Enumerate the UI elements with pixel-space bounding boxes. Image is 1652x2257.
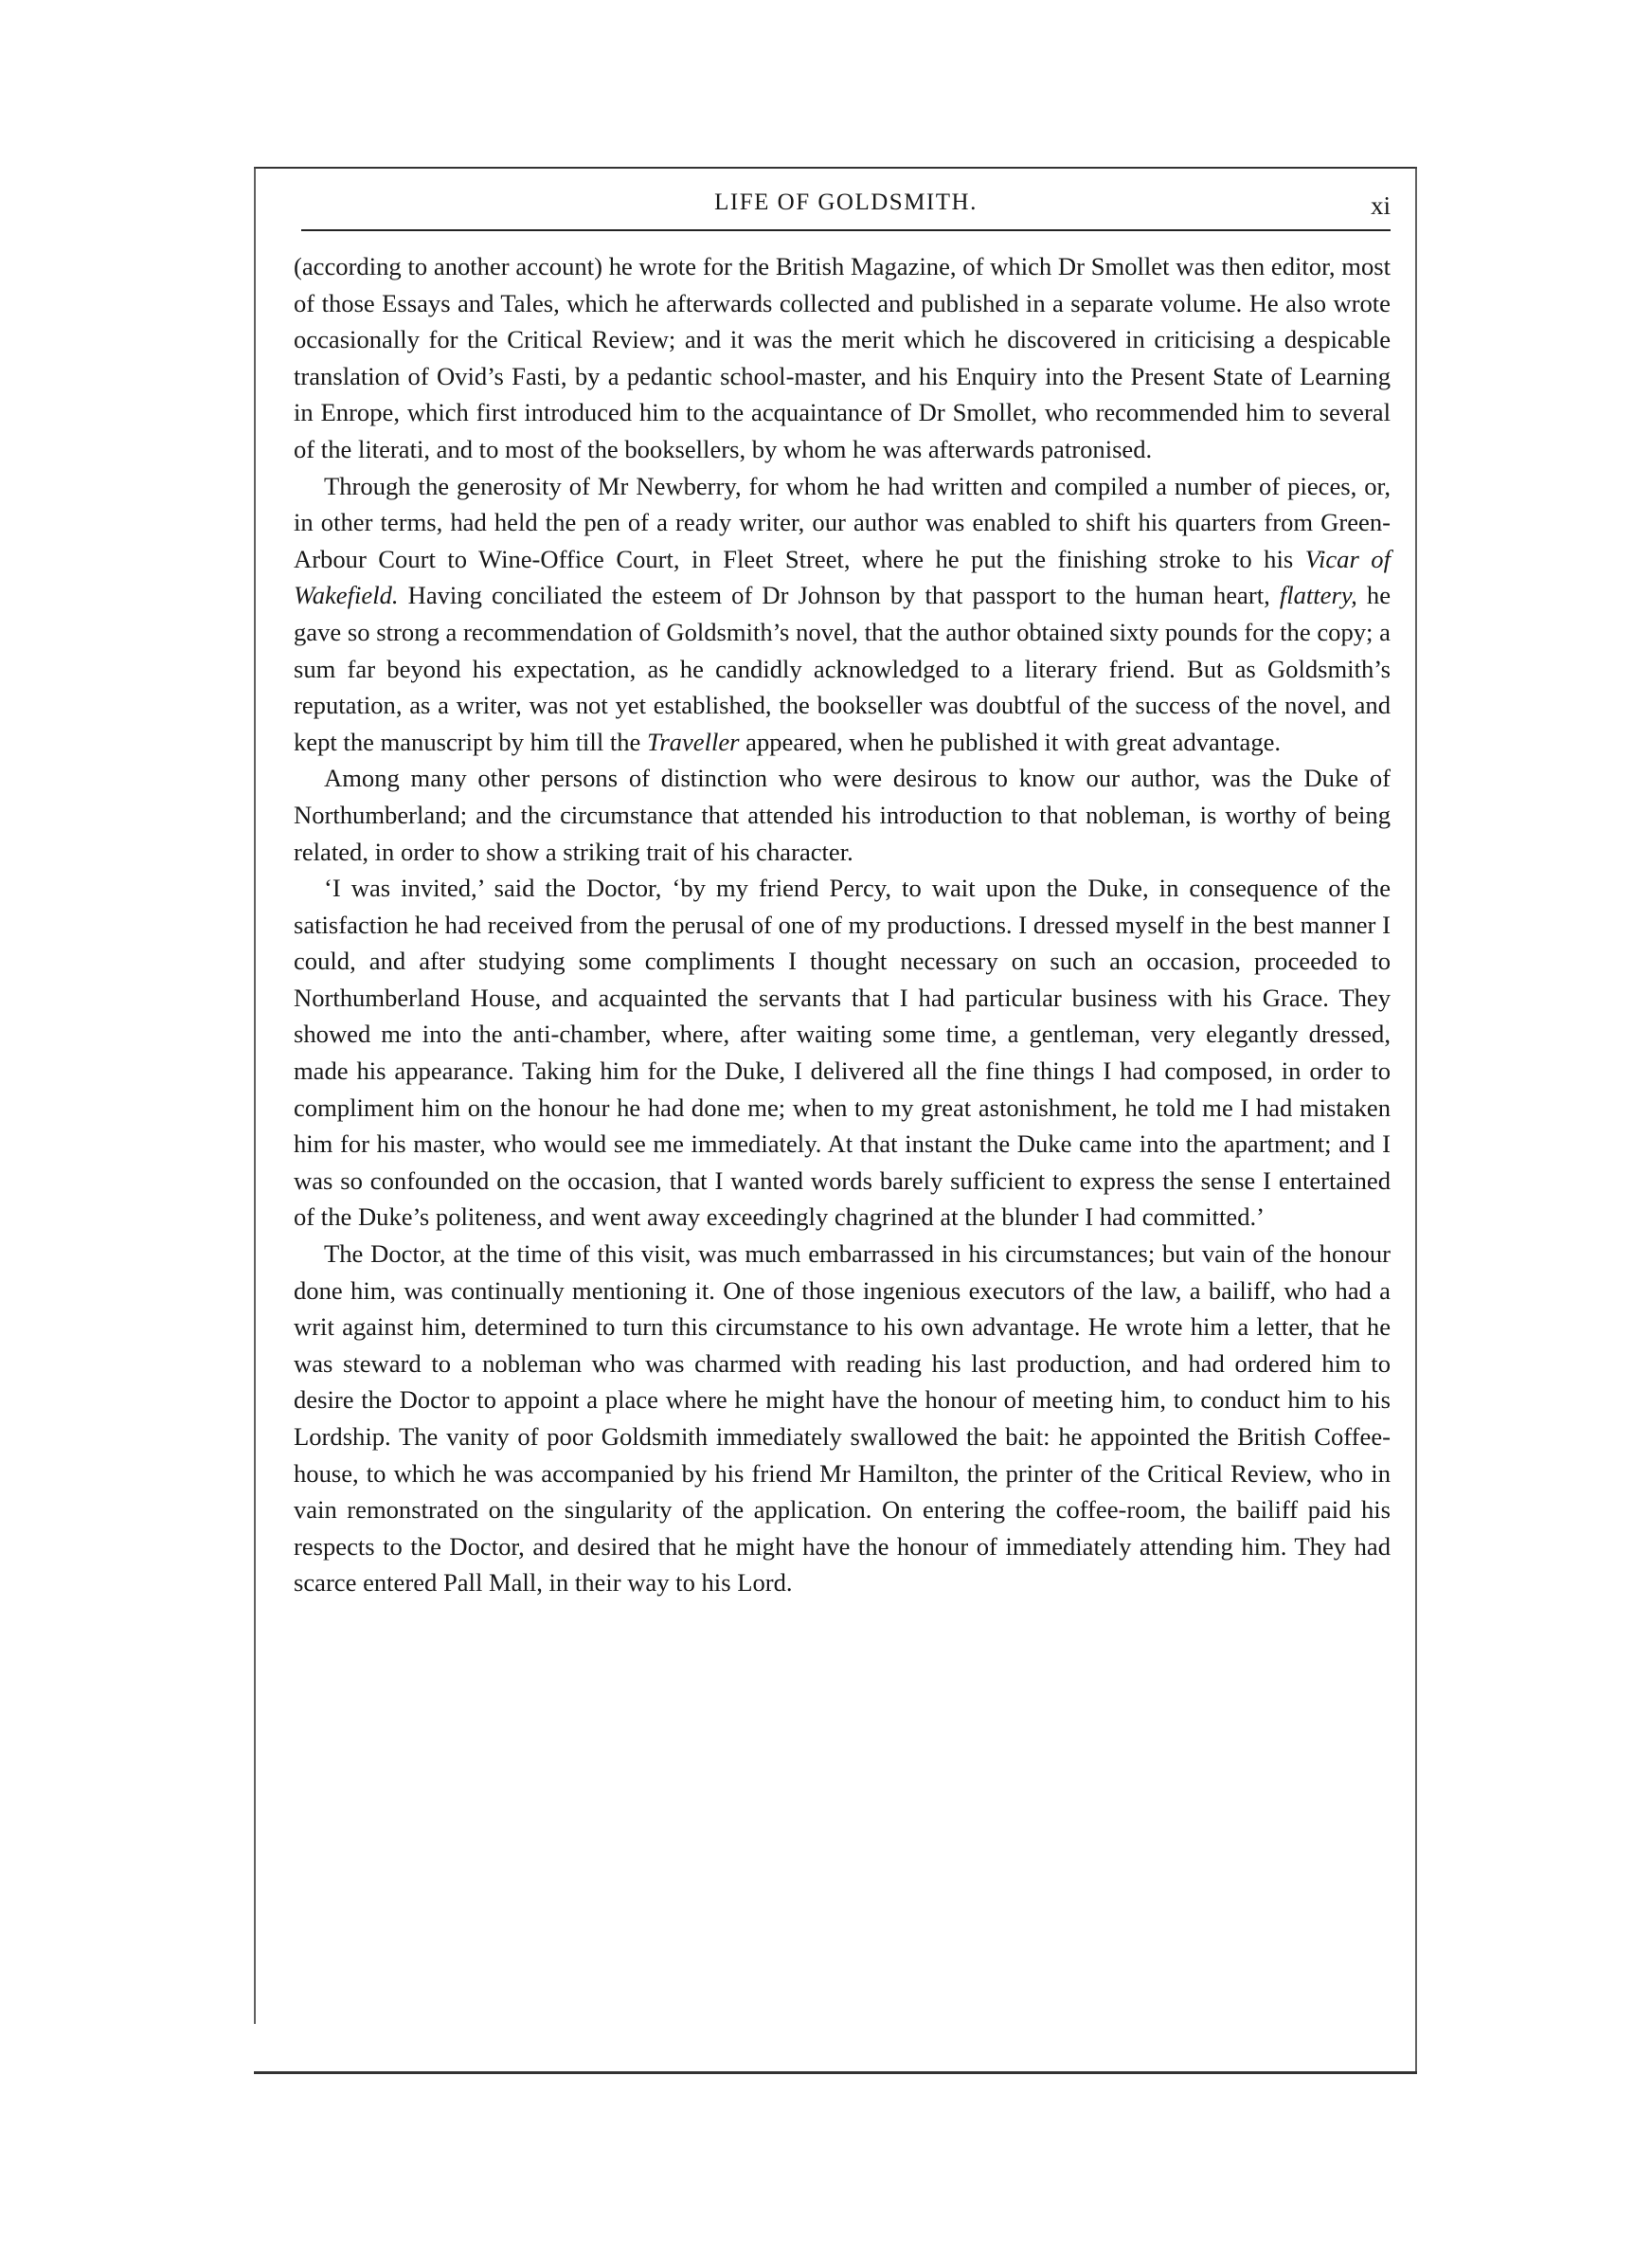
paragraph	[294, 248, 1391, 468]
paragraph	[294, 468, 1391, 761]
text-run: (according to another account) he wrote for the British Magazine, of which Dr Smollet was then editor, most of those Essays and Tales, which he afterwards collected and published in a separate volume. He also wrote occasionally for the Critical Review; and it was the merit which he discovered in criticising a despicable translation of Ovid’s Fasti, by a pedantic school-master, and his Enquiry into the Present State of Learning in Enrope, which first introduced him to the acquaintance of Dr Smollet, who recommended him to several of the literati, and to most of the booksellers, by whom he was afterwards patronised.	[294, 252, 1391, 463]
italic-title: Vicar of Wakefield.	[294, 544, 1391, 610]
header-rule	[301, 229, 1391, 231]
running-head: LIFE OF GOLDSMITH.	[714, 190, 978, 215]
paragraph	[294, 760, 1391, 870]
text-run: Among many other persons of distinction who were desirous to know our author, was the Duke of Northumberland; and the circumstance that attended his introduction to that nobleman, is worthy of being related, in order to show a striking trait of his character.	[294, 764, 1391, 866]
text-run: Having conciliated the esteem of Dr Johnson by that passport to the human heart,	[398, 581, 1280, 610]
italic-title: flattery,	[1279, 581, 1357, 610]
paragraph	[294, 870, 1391, 1236]
frame-bottom-rule	[254, 2071, 1417, 2074]
frame-right-rule	[1415, 167, 1417, 2071]
page-header	[301, 190, 1391, 227]
page-number: xi	[1370, 191, 1391, 220]
italic-title: Traveller	[647, 727, 740, 756]
text-run: ‘I was invited,’ said the Doctor, ‘by my friend Percy, to wait upon the Duke, in consequence of the satisfaction he had received from the perusal of one of my productions. I dressed myself in the best manner I could, and after studying some compliments I thought necessary on such an occasion, proceeded to Northumberland House, and acquainted the servants that I had particular business with his Grace. They showed me into the anti-chamber, where, after waiting some time, a gentleman, very elegantly dressed, made his appearance. Taking him for the Duke, I delivered all the fine things I had composed, in order to compliment him on the honour he had done me; when to my great astonishment, he told me I had mistaken him for his master, who would see me immediately. At that instant the Duke came into the apartment; and I was so confounded on the occasion, that I wanted words barely sufficient to express the sense I entertained of the Duke’s politeness, and went away exceedingly chagrined at the blunder I had committed.’	[294, 874, 1391, 1232]
text-run: appeared, when he published it with great advantage.	[739, 727, 1282, 756]
frame-top-rule	[254, 167, 1417, 169]
text-run: he gave so strong a recommendation of Goldsmith’s novel, that the author obtained sixty pounds for the copy; a sum far beyond his expectation, as he candidly acknowledged to a literary friend. But as Goldsmith’s reputation, as a writer, was not yet established, the bookseller was doubtful of the success of the novel, and kept the manuscript by him till the	[294, 581, 1392, 756]
body-text	[294, 248, 1391, 1601]
frame-left-rule	[254, 167, 256, 2024]
text-run: The Doctor, at the time of this visit, was much embarrassed in his circumstances; but vain of the honour done him, was continually mentioning it. One of those ingenious executors of the law, a bailiff, who had a writ against him, determined to turn this circumstance to his own advantage. He wrote him a letter, that he was steward to a nobleman who was charmed with reading his last production, and had ordered him to desire the Doctor to appoint a place where he might have the honour of meeting him, to conduct him to his Lordship. The vanity of poor Goldsmith immediately swallowed the bait: he appointed the British Coffee-house, to which he was accompanied by his friend Mr Hamilton, the printer of the Critical Review, who in vain remonstrated on the singularity of the application. On entering the coffee-room, the bailiff paid his respects to the Doctor, and desired that he might have the honour of immediately attending him. They had scarce entered Pall Mall, in their way to his Lord.	[294, 1239, 1391, 1598]
paragraph	[294, 1236, 1391, 1601]
text-run: Through the generosity of Mr Newberry, for whom he had written and compiled a number of pieces, or, in other terms, had held the pen of a ready writer, our author was enabled to shift his quarters from Green-Arbour Court to Wine-Office Court, in Fleet Street, where he put the finishing stroke to his	[294, 471, 1391, 573]
